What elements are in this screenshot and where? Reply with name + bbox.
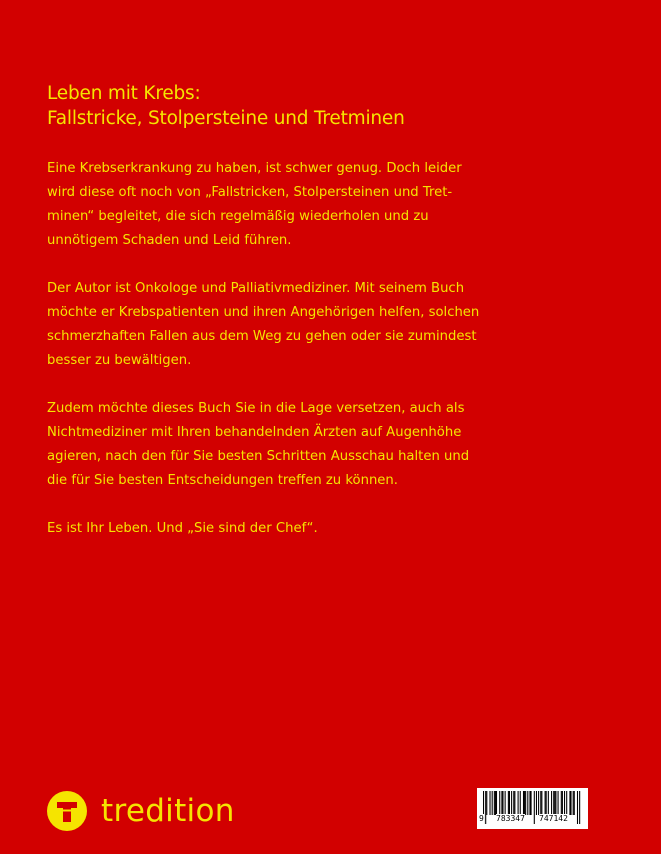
barcode-bar <box>527 791 528 815</box>
barcode-bar <box>573 791 574 815</box>
barcode-group-1: 783347 <box>496 814 525 823</box>
barcode-bar <box>495 791 496 815</box>
barcode-bar <box>561 791 562 815</box>
barcode-bar <box>574 791 575 815</box>
blurb-paragraph-3 <box>47 397 527 493</box>
barcode-bar <box>577 791 578 824</box>
barcode-bar <box>531 791 532 815</box>
publisher-logo <box>47 790 235 832</box>
barcode-bars <box>477 788 588 829</box>
barcode-bar <box>485 791 486 824</box>
barcode-bar <box>536 791 537 815</box>
barcode-bar <box>541 791 542 815</box>
barcode-group-2: 747142 <box>539 814 568 823</box>
blurb-line: wird diese oft noch von „Fallstricken, Stolpersteinen und Tret- <box>47 185 453 200</box>
barcode-bar <box>502 791 503 815</box>
barcode-bar <box>496 791 497 815</box>
barcode-bar <box>540 791 541 815</box>
barcode-bar <box>524 791 525 815</box>
blurb-line: minen“ begleitet, die sich regelmäßig wiederholen und zu <box>47 209 429 224</box>
blurb-line: die für Sie besten Entscheidungen treffen zu können. <box>47 473 398 488</box>
barcode-bar <box>520 791 521 815</box>
barcode-bar <box>508 791 509 815</box>
blurb-line: schmerzhaften Fallen aus dem Weg zu gehen oder sie zumindest <box>47 329 477 344</box>
tredition-logo-icon <box>47 791 87 831</box>
barcode-bar <box>511 791 512 815</box>
blurb-line: Es ist Ihr Leben. Und „Sie sind der Chef“. <box>47 521 318 536</box>
barcode-bar <box>579 791 580 824</box>
barcode-bar <box>499 791 500 815</box>
blurb-paragraph-4 <box>47 517 527 541</box>
barcode-bar <box>562 791 563 815</box>
barcode-bar <box>566 791 567 815</box>
book-title-line-2: Fallstricke, Stolpersteine und Tretminen <box>47 108 405 129</box>
blurb-text <box>47 157 527 565</box>
blurb-paragraph-2 <box>47 277 527 373</box>
barcode-bar <box>538 791 539 815</box>
book-title-line-1: Leben mit Krebs: <box>47 83 201 104</box>
isbn-barcode <box>477 788 588 829</box>
publisher-name: tredition <box>101 793 235 829</box>
blurb-line: Eine Krebserkrankung zu haben, ist schwer genug. Doch leider <box>47 161 462 176</box>
barcode-bar <box>564 791 565 815</box>
barcode-bar <box>546 791 547 815</box>
barcode-bar <box>501 791 502 815</box>
barcode-bar <box>505 791 506 815</box>
barcode-bar <box>513 791 514 815</box>
barcode-bar <box>569 791 570 815</box>
barcode-bar <box>514 791 515 815</box>
barcode-prefix: 9 <box>479 814 484 823</box>
barcode-bar <box>570 791 571 815</box>
barcode-bar <box>534 791 535 824</box>
blurb-line: möchte er Krebspatienten und ihren Angehörigen helfen, solchen <box>47 305 480 320</box>
barcode-bar <box>553 791 554 815</box>
blurb-line: Nichtmediziner mit Ihren behandelnden Ärzten auf Augenhöhe <box>47 425 462 440</box>
barcode-bar <box>554 791 555 815</box>
blurb-line: unnötigem Schaden und Leid führen. <box>47 233 292 248</box>
barcode-bar <box>558 791 559 815</box>
barcode-bar <box>551 791 552 815</box>
barcode-bar <box>489 791 490 815</box>
barcode-bar <box>494 791 495 815</box>
barcode-bar <box>525 791 526 815</box>
barcode-bar <box>486 791 487 815</box>
blurb-line: Der Autor ist Onkologe und Palliativmediziner. Mit seinem Buch <box>47 281 465 296</box>
blurb-line: besser zu bewältigen. <box>47 353 192 368</box>
blurb-line: Zudem möchte dieses Buch Sie in die Lage versetzen, auch als <box>47 401 465 416</box>
barcode-bar <box>523 791 524 815</box>
blurb-paragraph-1 <box>47 157 527 253</box>
barcode-bar <box>529 791 530 815</box>
blurb-line: agieren, nach den für Sie besten Schritten Ausschau halten und <box>47 449 470 464</box>
barcode-bar <box>555 791 556 815</box>
barcode-bar <box>492 791 493 815</box>
barcode-bar <box>509 791 510 815</box>
barcode-bar <box>518 791 519 815</box>
barcode-bar <box>545 791 546 815</box>
book-title <box>47 81 405 131</box>
barcode-bar <box>548 791 549 815</box>
